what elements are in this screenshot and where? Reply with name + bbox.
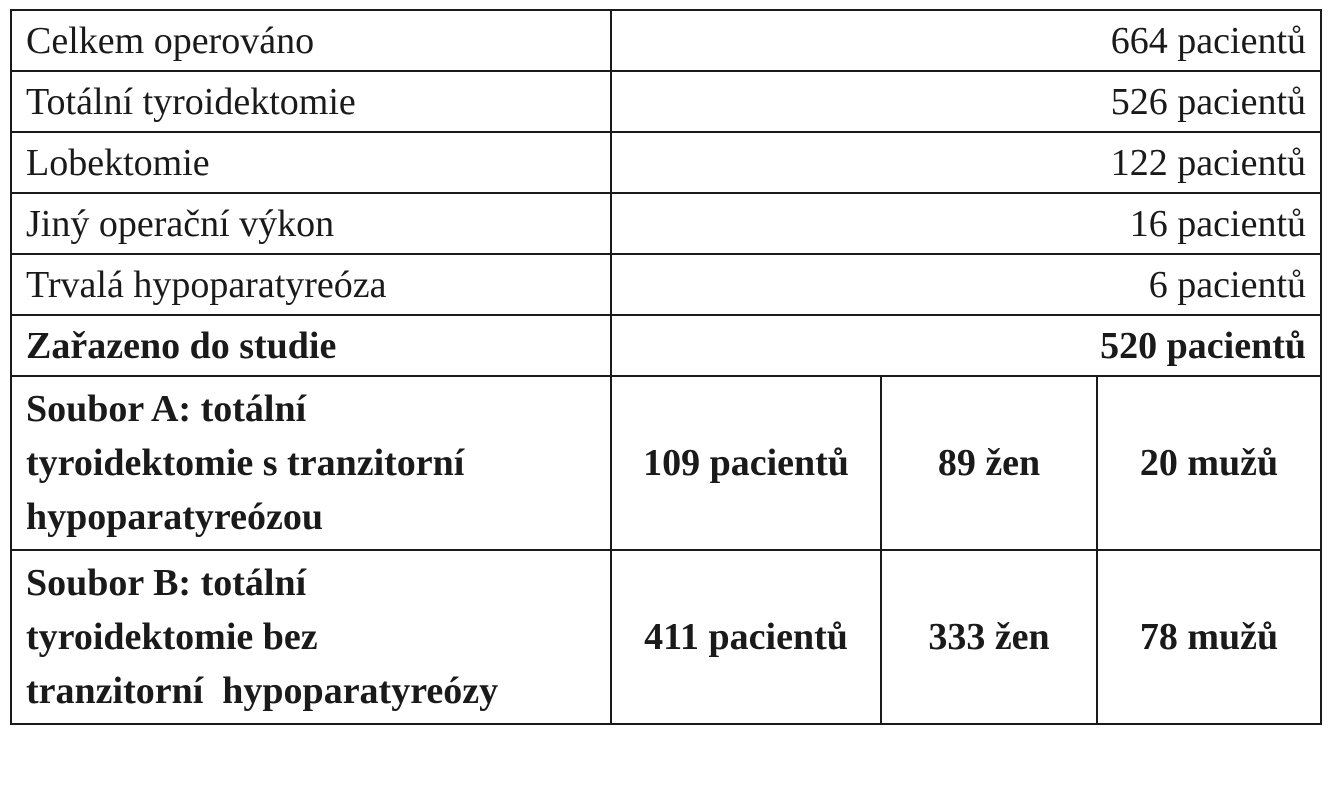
row-value: 526 pacientů xyxy=(611,71,1321,132)
group-patients: 109 pacientů xyxy=(611,376,881,550)
table-row-total-operated xyxy=(11,10,1321,71)
row-label: Jiný operační výkon xyxy=(11,193,611,254)
row-value: 16 pacientů xyxy=(611,193,1321,254)
group-label xyxy=(11,376,611,550)
group-women: 89 žen xyxy=(881,376,1097,550)
row-label: Zařazeno do studie xyxy=(11,315,611,376)
group-men: 78 mužů xyxy=(1097,550,1321,724)
table-row-included-in-study xyxy=(11,315,1321,376)
row-value: 664 pacientů xyxy=(611,10,1321,71)
table-row-lobectomy xyxy=(11,132,1321,193)
group-label-line: Soubor B: totální xyxy=(26,562,307,604)
table-row-group-b xyxy=(11,550,1321,724)
study-cohort-table xyxy=(10,9,1322,725)
row-label: Totální tyroidektomie xyxy=(11,71,611,132)
table-row-permanent-hypoparathyroidism xyxy=(11,254,1321,315)
group-label xyxy=(11,550,611,724)
row-value: 122 pacientů xyxy=(611,132,1321,193)
group-label-line: tyroidektomie bez xyxy=(26,616,318,658)
group-label-line: hypoparatyreózou xyxy=(26,496,323,538)
row-label: Celkem operováno xyxy=(11,10,611,71)
table-row-other-procedure xyxy=(11,193,1321,254)
row-label: Lobektomie xyxy=(11,132,611,193)
table-row-group-a xyxy=(11,376,1321,550)
group-label-line: Soubor A: totální xyxy=(26,388,307,430)
group-label-line: tranzitorní hypoparatyreózy xyxy=(26,670,499,712)
row-value: 6 pacientů xyxy=(611,254,1321,315)
group-patients: 411 pacientů xyxy=(611,550,881,724)
row-label: Trvalá hypoparatyreóza xyxy=(11,254,611,315)
group-men: 20 mužů xyxy=(1097,376,1321,550)
group-label-line: tyroidektomie s tranzitorní xyxy=(26,442,465,484)
group-women: 333 žen xyxy=(881,550,1097,724)
row-value: 520 pacientů xyxy=(611,315,1321,376)
table-row-total-thyroidectomy xyxy=(11,71,1321,132)
